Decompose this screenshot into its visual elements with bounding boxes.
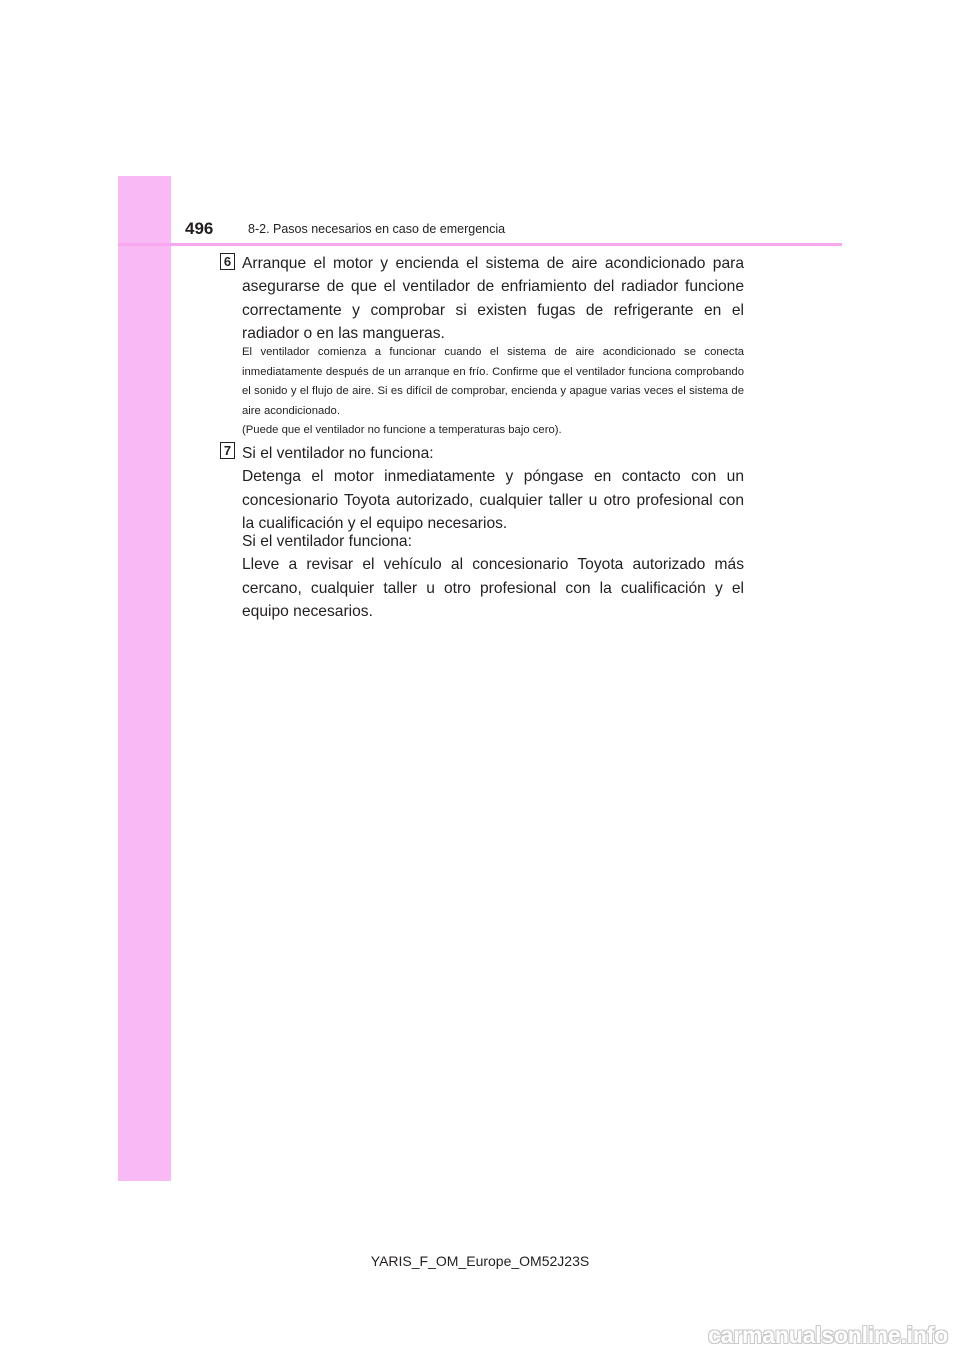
- step-7-case-1-text: Detenga el motor inmediatamente y póngase en contacto con un concesionario Toyota autorizado, cualquier taller u otro profesional con la cualificación y el equipo necesarios.: [242, 468, 744, 532]
- step-7-case-2-text: Lleve a revisar el vehículo al concesionario Toyota autorizado más cercano, cualquier taller u otro profesional con la cualificación y el equipo necesarios.: [242, 556, 744, 620]
- step-6-note-2: (Puede que el ventilador no funcione a temperaturas bajo cero).: [242, 424, 562, 437]
- step-6-main-text: [242, 252, 744, 345]
- header-rule: [118, 243, 842, 246]
- step-6-badge: 6: [220, 253, 235, 270]
- step-7-case-1-title: Si el ventilador no funciona:: [242, 445, 434, 462]
- step-6-note: [242, 343, 744, 441]
- side-tab-band: [118, 176, 171, 1181]
- step-6-note-1: El ventilador comienza a funcionar cuando el sistema de aire acondicionado se conecta inmediatamente después de un arranque en frío. Confirme que el ventilador funciona comprobando el sonido y el flujo de aire. Si es difícil de comprobar, encienda y apague varias veces el sistema de aire acondicionado.: [242, 346, 744, 417]
- step-7-case-1: [242, 442, 744, 535]
- watermark: carmanualsonline.info: [708, 1322, 948, 1348]
- document-code: YARIS_F_OM_Europe_OM52J23S: [370, 1253, 590, 1269]
- step-7-badge: 7: [220, 442, 235, 459]
- step-7-case-2: [242, 530, 744, 623]
- page-number: 496: [185, 219, 214, 238]
- step-6-instruction: Arranque el motor y encienda el sistema de aire acondicionado para asegurarse de que el ventilador de enfriamiento del radiador funcione correctamente y comprobar si existen fugas de refrigerante en el radiador o en las mangueras.: [242, 255, 744, 342]
- step-7-case-2-title: Si el ventilador funciona:: [242, 533, 412, 550]
- section-title: 8-2. Pasos necesarios en caso de emergencia: [248, 222, 506, 236]
